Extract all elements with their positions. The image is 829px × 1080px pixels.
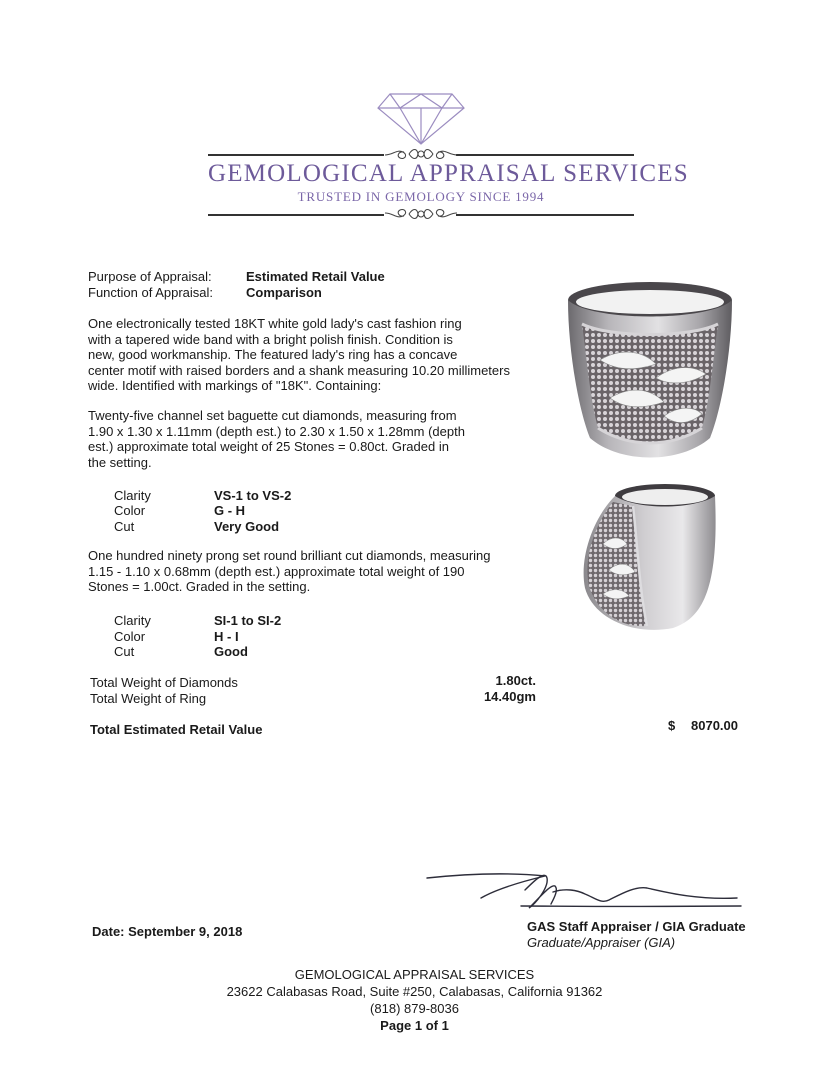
stone-group-2-description: One hundred ninety prong set round brilliant cut diamonds, measuring 1.15 - 1.10 x 0.68mm (depth est.) approximate total weight of 190 Stones = 1.00ct. Graded in the setting. — [88, 548, 491, 594]
company-name: GEMOLOGICAL APPRAISAL SERVICES — [208, 160, 689, 187]
grade-label-clarity: Clarity — [114, 613, 151, 628]
total-ring-weight-value: 14.40gm — [483, 689, 536, 704]
grade-label-color: Color — [114, 503, 146, 518]
grade-value-cut: Good — [214, 644, 248, 659]
appraisal-date: Date: September 9, 2018 — [92, 924, 243, 939]
company-tagline: TRUSTED IN GEMOLOGY SINCE 1994 — [297, 189, 545, 204]
grade-label-cut: Cut — [114, 644, 135, 659]
ring-photo-front — [560, 278, 740, 468]
grade-value-cut: Very Good — [214, 519, 280, 534]
grade-value-clarity: SI-1 to SI-2 — [214, 613, 282, 628]
total-diamond-weight-label: Total Weight of Diamonds — [90, 675, 238, 690]
function-value: Comparison — [246, 285, 322, 300]
footer-company: GEMOLOGICAL APPRAISAL SERVICES — [294, 967, 535, 982]
diamond-logo-icon — [376, 90, 466, 146]
currency-symbol: $ — [668, 718, 676, 733]
header-rule — [208, 214, 384, 216]
stone-group-1-description: Twenty-five channel set baguette cut diamonds, measuring from 1.90 x 1.30 x 1.11mm (depth est.) to 2.30 x 1.50 x 1.28mm (depth est.) approximate total weight of 25 Stones = 0.80ct. Graded in the setting. — [88, 408, 465, 470]
grade-label-cut: Cut — [114, 519, 135, 534]
total-diamond-weight-value: 1.80ct. — [495, 673, 536, 688]
total-retail-value-label: Total Estimated Retail Value — [90, 722, 263, 737]
grade-value-clarity: VS-1 to VS-2 — [214, 488, 292, 503]
signer-title: GAS Staff Appraiser / GIA Graduate — [527, 919, 746, 934]
header-rule — [456, 214, 634, 216]
total-ring-weight-label: Total Weight of Ring — [90, 691, 207, 706]
total-retail-value: 8070.00 — [691, 718, 738, 733]
page-number: Page 1 of 1 — [380, 1018, 449, 1033]
grade-label-color: Color — [114, 629, 146, 644]
grade-label-clarity: Clarity — [114, 488, 151, 503]
function-label: Function of Appraisal: — [88, 285, 214, 300]
grade-value-color: H - I — [214, 629, 239, 644]
footer-phone: (818) 879-8036 — [370, 1001, 459, 1016]
header-rule — [208, 154, 384, 156]
footer-address: 23622 Calabasas Road, Suite #250, Calabasas, California 91362 — [226, 984, 603, 999]
purpose-value: Estimated Retail Value — [246, 269, 385, 284]
purpose-label: Purpose of Appraisal: — [88, 269, 212, 284]
header-rule — [456, 154, 634, 156]
grade-value-color: G - H — [214, 503, 246, 518]
flourish-ornament-icon — [383, 206, 459, 222]
appraiser-signature — [425, 860, 755, 920]
ring-description: One electronically tested 18KT white gold lady's cast fashion ring with a tapered wide band with a bright polish finish. Condition is new, good workmanship. The featured lady's ring has a concave center motif with raised borders and a shank measuring 10.20 millimeters wide. Identified with markings of "18K". Containing: — [88, 316, 510, 393]
ring-photo-angled — [573, 478, 723, 638]
signer-subtitle: Graduate/Appraiser (GIA) — [527, 935, 676, 950]
